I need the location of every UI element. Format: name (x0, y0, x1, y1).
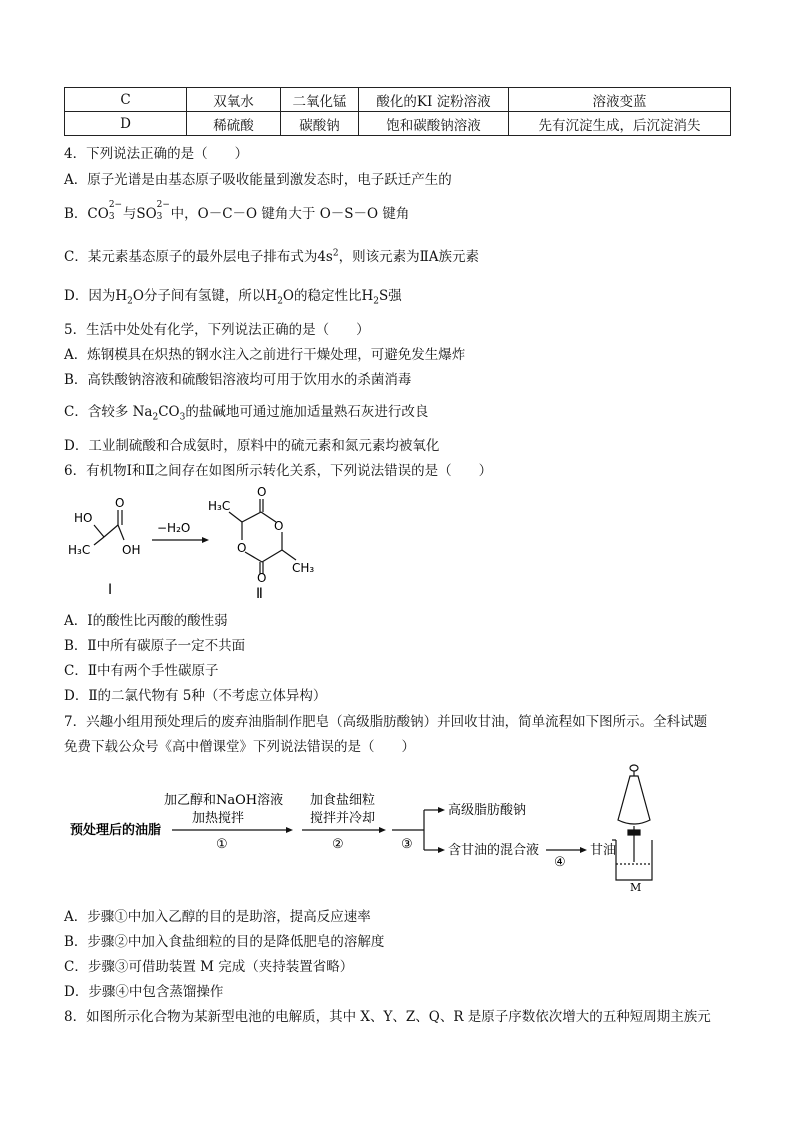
q5-option-d: D．工业制硫酸和合成氨时，原料中的硫元素和氮元素均被氧化 (64, 438, 440, 454)
subscript: 2 (373, 296, 379, 307)
charge: 2− (108, 200, 123, 210)
question-7-stem-line1: 7．兴趣小组用预处理后的废弃油脂制作肥皂（高级脂肪酸钠）并回收甘油，简单流程如下图所示。全科试题 (64, 714, 708, 730)
separatory-funnel-icon (612, 765, 652, 880)
step2-label: 搅拌并冷却 (310, 811, 376, 826)
q5-option-b: B．高铁酸钠溶液和硫酸铝溶液均可用于饮用水的杀菌消毒 (64, 372, 412, 388)
atom-label: O (257, 485, 267, 499)
structure-diagram (64, 482, 324, 602)
q5-option-a: A．炼钢模具在炽热的钢水注入之前进行干燥处理，可避免发生爆炸 (64, 347, 466, 363)
option-text: O的稳定性比H (282, 288, 374, 304)
q4-option-d (64, 284, 402, 307)
q6-option-b: B．Ⅱ中所有碳原子一定不共面 (64, 638, 246, 654)
option-text: C．某元素基态原子的最外层电子排布式为4s (64, 249, 333, 265)
q7-option-a: A．步骤①中加入乙醇的目的是助溶，提高反应速率 (64, 909, 371, 925)
question-4-stem: 4．下列说法正确的是（ ） (64, 146, 249, 162)
table-cell: 二氧化锰 (281, 88, 359, 112)
charge: 2− (156, 200, 170, 210)
step1-label: 加热搅拌 (192, 811, 245, 826)
option-text: 中，O－C－O 键角大于 O－S－O 键角 (170, 206, 410, 222)
flow-start: 预处理后的油脂 (70, 823, 162, 838)
q4-option-c (64, 245, 479, 265)
question-5-stem: 5．生活中处处有化学，下列说法正确的是（ ） (64, 322, 370, 338)
apparatus-label: M (630, 881, 642, 892)
question-8-stem: 8．如图所示化合物为某新型电池的电解质，其中 X、Y、Z、Q、R 是原子序数依次增大的五种短周期主族元 (64, 1009, 711, 1025)
label-i: Ⅰ (108, 582, 113, 598)
atom-label: CH₃ (292, 561, 315, 575)
subscript: 2 (277, 296, 283, 307)
arrow-label: −H₂O (157, 521, 191, 535)
subscript: 2 (152, 412, 159, 423)
label-ii: Ⅱ (256, 586, 263, 602)
subscript: 3 (179, 412, 186, 423)
step2-number: ② (332, 837, 344, 852)
formula: 与SO (122, 206, 157, 222)
q4-option-a: A．原子光谱是由基态原子吸收能量到激发态时，电子跃迁产生的 (64, 172, 452, 188)
process-flow-diagram (64, 762, 734, 892)
reagent-table (64, 87, 731, 136)
option-text: 的盐碱地可通过施加适量熟石灰进行改良 (185, 404, 429, 420)
atom-label: O (257, 571, 267, 585)
table-row (65, 112, 731, 136)
superscript: 2 (332, 248, 339, 259)
step4-number: ④ (554, 855, 566, 870)
subscript: 3 (108, 212, 115, 222)
atom-label: O (274, 519, 284, 533)
table-cell: 双氧水 (187, 88, 281, 112)
option-text: ，则该元素为ⅡA族元素 (338, 249, 480, 265)
q5-option-c (64, 400, 428, 423)
atom-label: O (237, 541, 247, 555)
atom-label: HO (74, 511, 93, 525)
question-6-stem: 6．有机物Ⅰ和Ⅱ之间存在如图所示转化关系，下列说法错误的是（ ） (64, 463, 493, 479)
option-text: D．因为H (64, 288, 128, 304)
q4-option-b (64, 202, 409, 222)
subscript: 3 (156, 212, 163, 222)
atom-label: OH (122, 543, 141, 557)
table-cell: 溶液变蓝 (509, 88, 731, 112)
table-cell: D (65, 112, 187, 136)
atom-label: H₃C (208, 499, 231, 513)
option-text: CO (158, 404, 180, 420)
subscript: 2 (127, 296, 133, 307)
table-cell: 饱和碳酸钠溶液 (359, 112, 509, 136)
table-cell: C (65, 88, 187, 112)
flow-final: 甘油 (590, 843, 617, 858)
option-text: S强 (379, 288, 402, 304)
step2-label: 加食盐细粒 (310, 793, 376, 808)
output-mixture: 含甘油的混合液 (448, 843, 540, 858)
q7-option-d: D．步骤④中包含蒸馏操作 (64, 984, 224, 1000)
table-row (65, 88, 731, 112)
q6-option-c: C．Ⅱ中有两个手性碳原子 (64, 663, 219, 679)
table-cell: 碳酸钠 (281, 112, 359, 136)
question-7-stem-line2: 免费下载公众号《高中僧课堂》下列说法错误的是（ ） (64, 739, 415, 755)
option-text: O分子间有氢键，所以H (132, 288, 278, 304)
table-cell: 先有沉淀生成，后沉淀消失 (509, 112, 731, 136)
option-text: C．含较多 Na (64, 404, 153, 420)
step1-number: ① (216, 837, 228, 852)
table-cell: 酸化的KI 淀粉溶液 (359, 88, 509, 112)
atom-label: O (115, 496, 125, 510)
step3-number: ③ (401, 837, 413, 852)
q6-option-a: A．Ⅰ的酸性比丙酸的酸性弱 (64, 613, 228, 629)
step1-label: 加乙醇和NaOH溶液 (164, 793, 284, 808)
q6-option-d: D．Ⅱ的二氯代物有 5种（不考虑立体异构） (64, 688, 327, 704)
option-letter: B． (64, 206, 88, 222)
q7-option-c: C．步骤③可借助装置 M 完成（夹持装置省略） (64, 959, 354, 975)
atom-label: H₃C (68, 543, 91, 557)
formula: CO (87, 206, 109, 222)
table-cell: 稀硫酸 (187, 112, 281, 136)
q7-option-b: B．步骤②中加入食盐细粒的目的是降低肥皂的溶解度 (64, 934, 385, 950)
output-soap: 高级脂肪酸钠 (448, 803, 527, 818)
